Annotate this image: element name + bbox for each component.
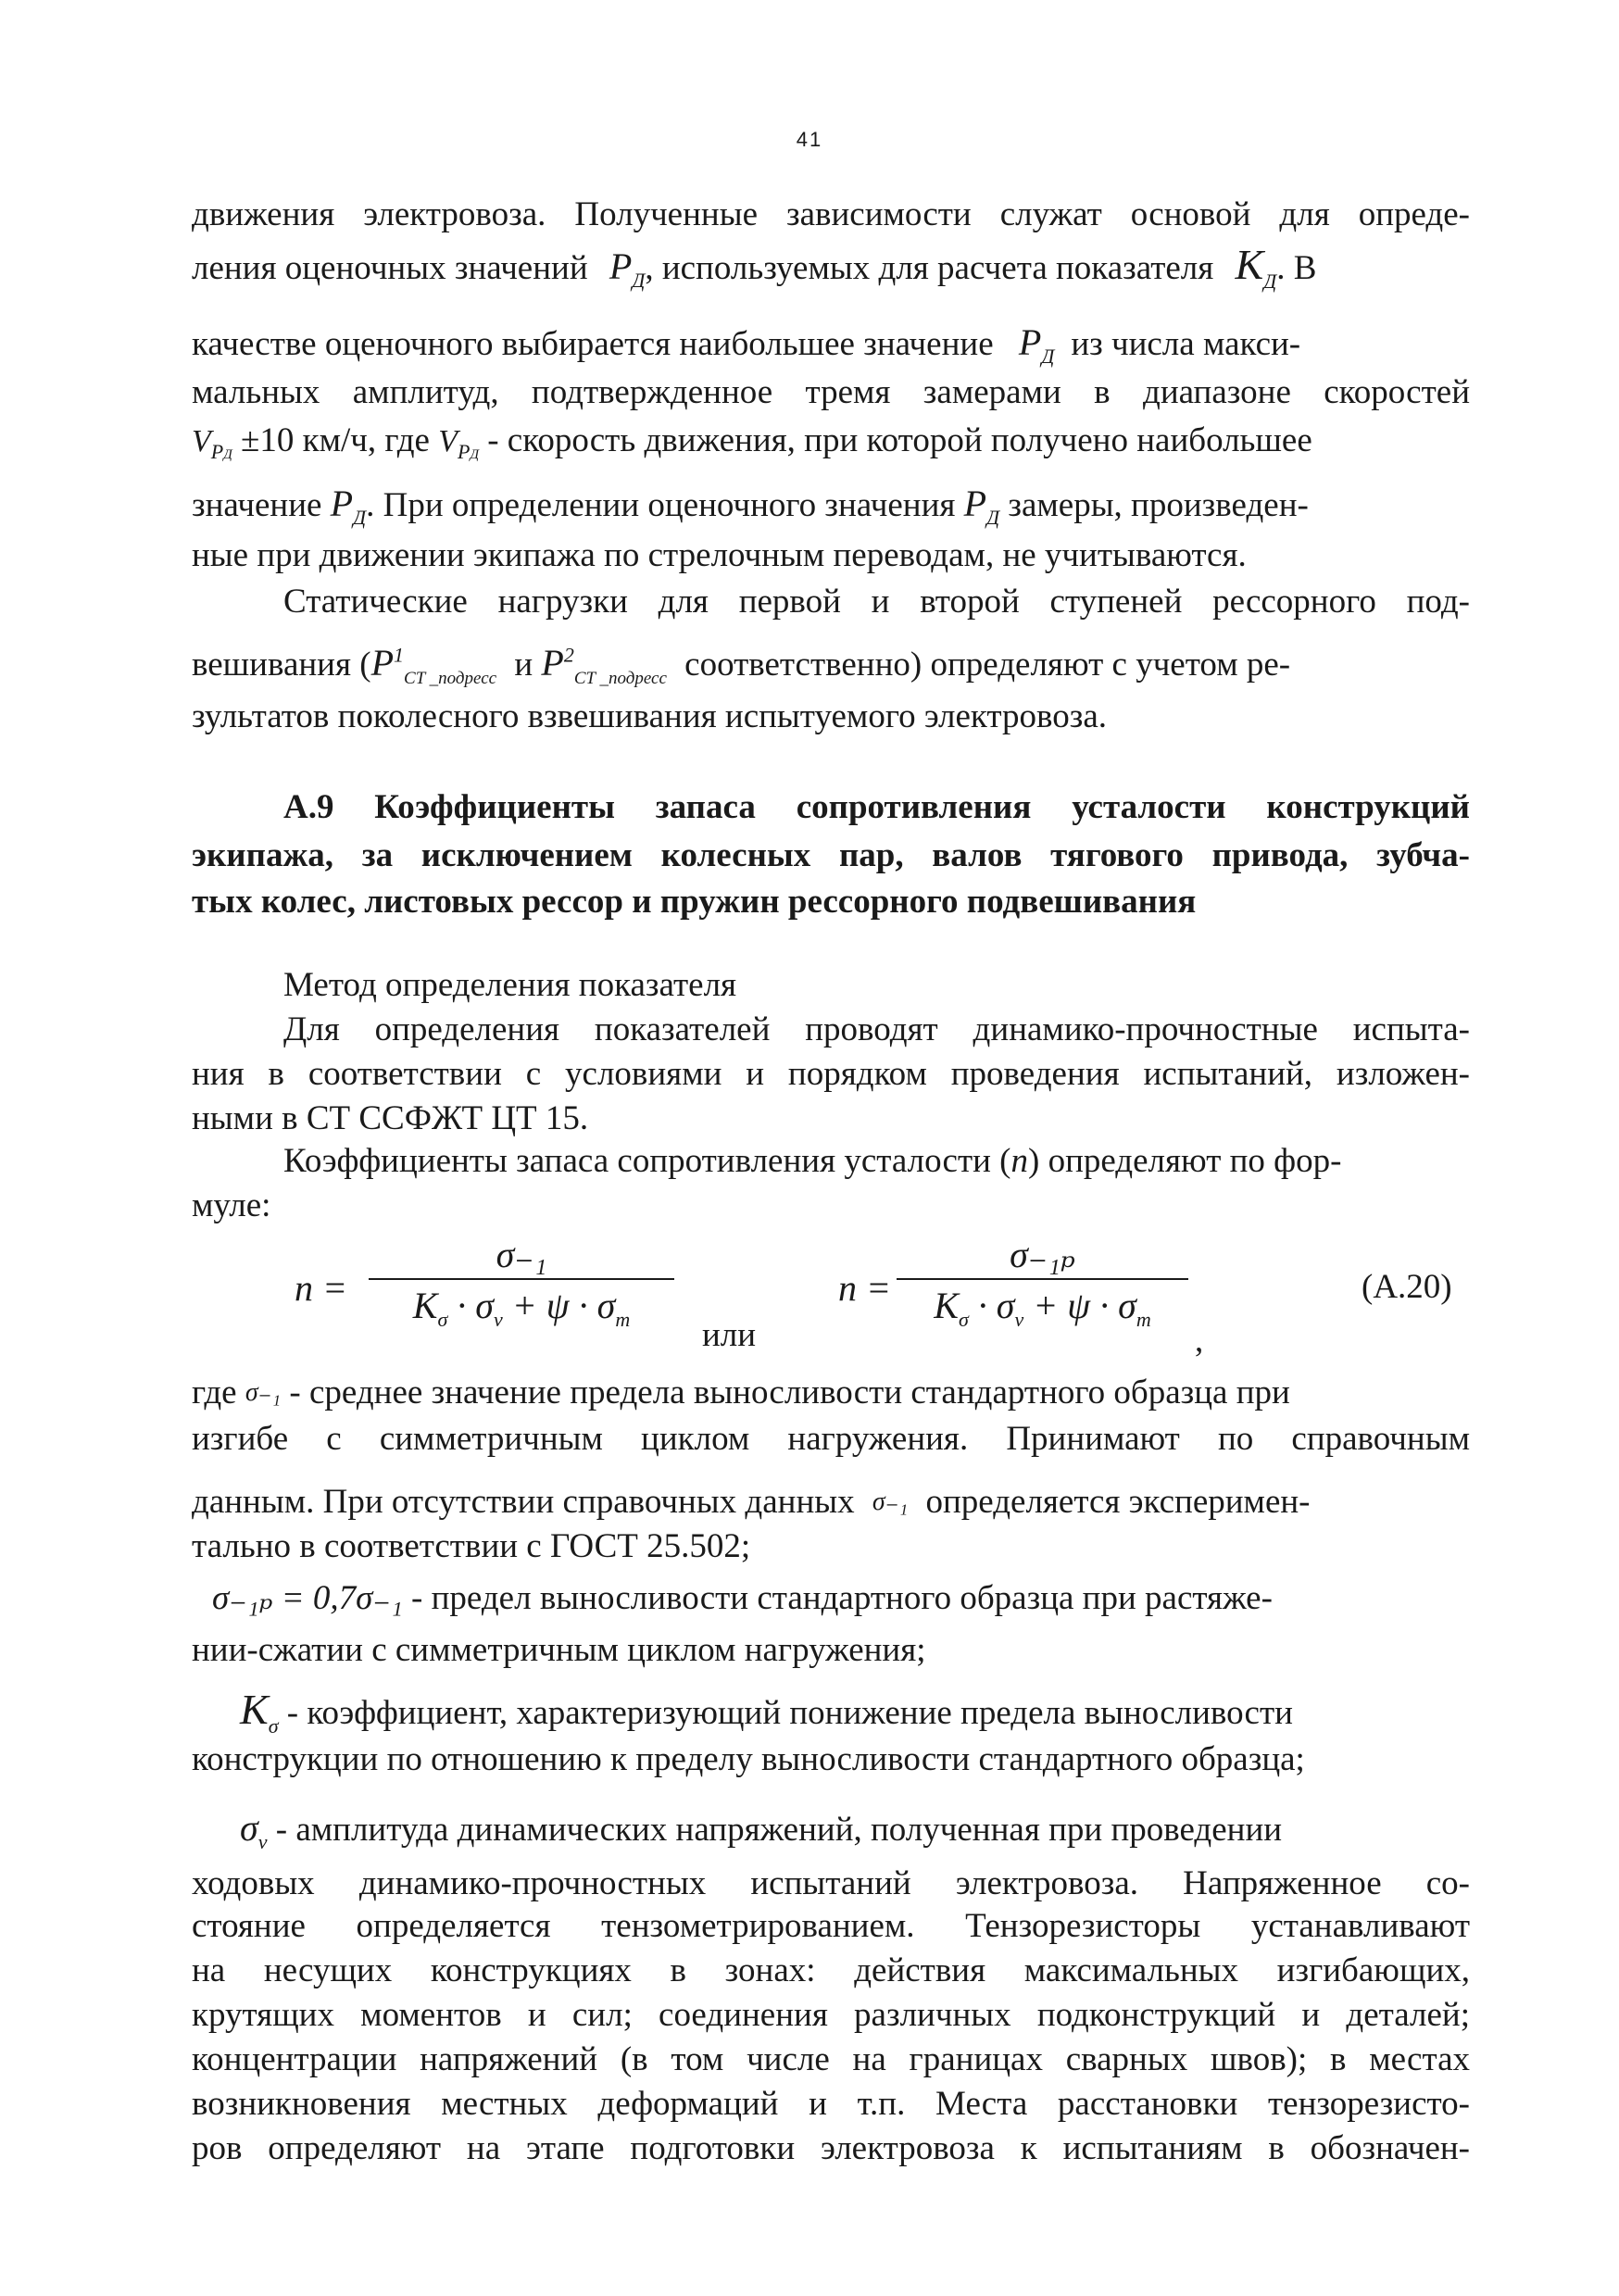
definition-line: данным. При отсутствии справочных данных $^{\sigma_{-1}}$ определяется эксперимен- (192, 1483, 1311, 1521)
fraction-right: σ₋₁ₚ $K_\sigma \cdot \sigma_v + \psi \cdot \sigma_m$ (897, 1232, 1188, 1332)
definition-line: ходовых динамико-прочностных испытаний электровоза. Напряженное со- (192, 1864, 1470, 1902)
formula-or: или (702, 1316, 757, 1354)
section-heading: А.9 Коэффициенты запаса сопротивления усталости конструкций (283, 788, 1470, 826)
formula-lhs: n = (838, 1267, 891, 1309)
fraction-left: σ₋₁ $K_\sigma \cdot \sigma_v + \psi \cdot \sigma_m$ (369, 1232, 674, 1332)
section-heading: тых колес, листовых рессор и пружин рессорного подвешивания (192, 883, 1197, 921)
paragraph-line: ными в СТ ССФЖТ ЦТ 15. (192, 1099, 589, 1137)
paragraph-line: $V_{PД} \pm 10$ км/ч, где $V_{PД}$ - скорость движения, при которой получено наибольшее (192, 421, 1312, 463)
formula-label: (А.20) (1362, 1268, 1452, 1306)
paragraph-line: зультатов поколесного взвешивания испытуемого электровоза. (192, 697, 1108, 735)
definition-line: тально в соответствии с ГОСТ 25.502; (192, 1527, 751, 1565)
paragraph-line: значение $P_Д$. При определении оценочного значения $P_Д$ замеры, произведен- (192, 483, 1309, 529)
paragraph-line: качестве оценочного выбирается наибольшее значение $P_Д$ из числа макси- (192, 321, 1301, 368)
paragraph-line: ные при движении экипажа по стрелочным переводам, не учитываются. (192, 536, 1247, 574)
definition-line: $\sigma_v$ - амплитуда динамических напряжений, полученная при проведении (240, 1807, 1283, 1853)
paragraph-line: вешивания ($P^1_{CT \_подресс}$ и $P^2_{CT \_подресс}$ соответственно) определяют с учетом ре- (192, 642, 1291, 688)
definition-line: $K_\sigma$ - коэффициент, характеризующий понижение предела выносливости (240, 1686, 1293, 1738)
page-number: 41 (796, 128, 823, 151)
definition-line: конструкции по отношению к пределу выносливости стандартного образца; (192, 1740, 1305, 1778)
formula-lhs: n = (295, 1267, 347, 1309)
paragraph-line: Для определения показателей проводят динамико-прочностные испыта- (283, 1010, 1470, 1048)
paragraph-line: муле: (192, 1186, 271, 1224)
paragraph-line: Статические нагрузки для первой и второй ступеней рессорного под- (283, 583, 1470, 621)
definition-line: стояние определяется тензометрированием. Тензорезисторы устанавливают (192, 1907, 1470, 1945)
definition-line: где $^{\sigma_{-1}}$ - среднее значение предела выносливости стандартного образца при (192, 1374, 1290, 1411)
paragraph-line: Коэффициенты запаса сопротивления усталости (n) определяют по фор- (283, 1142, 1342, 1180)
definition-line: на несущих конструкциях в зонах: действия максимальных изгибающих, (192, 1951, 1470, 1989)
definition-line: ров определяют на этапе подготовки электровоза к испытаниям в обозначен- (192, 2129, 1470, 2167)
paragraph-line: мальных амплитуд, подтвержденное тремя замерами в диапазоне скоростей (192, 373, 1470, 411)
definition-line: крутящих моментов и сил; соединения различных подконструкций и деталей; (192, 1996, 1470, 2034)
paragraph-line: ления оценочных значений $P_Д$, используемых для расчета показателя $K_Д$. В (192, 241, 1317, 294)
method-title: Метод определения показателя (283, 966, 737, 1004)
section-heading: экипажа, за исключением колесных пар, валов тягового привода, зубча- (192, 836, 1470, 874)
definition-line: концентрации напряжений (в том числе на границах сварных швов); в местах (192, 2040, 1470, 2078)
paragraph-line: движения электровоза. Полученные зависимости служат основой для опреде- (192, 195, 1470, 233)
formula-comma: , (1195, 1322, 1204, 1360)
definition-line: σ₋₁ₚ = 0,7σ₋₁ - предел выносливости стандартного образца при растяже- (212, 1579, 1273, 1617)
paragraph-line: ния в соответствии с условиями и порядком проведения испытаний, изложен- (192, 1055, 1470, 1093)
definition-line: возникновения местных деформаций и т.п. Места расстановки тензорезисто- (192, 2085, 1470, 2123)
definition-line: изгибе с симметричным циклом нагружения. Принимают по справочным (192, 1420, 1470, 1458)
definition-line: нии-сжатии с симметричным циклом нагружения; (192, 1631, 926, 1669)
